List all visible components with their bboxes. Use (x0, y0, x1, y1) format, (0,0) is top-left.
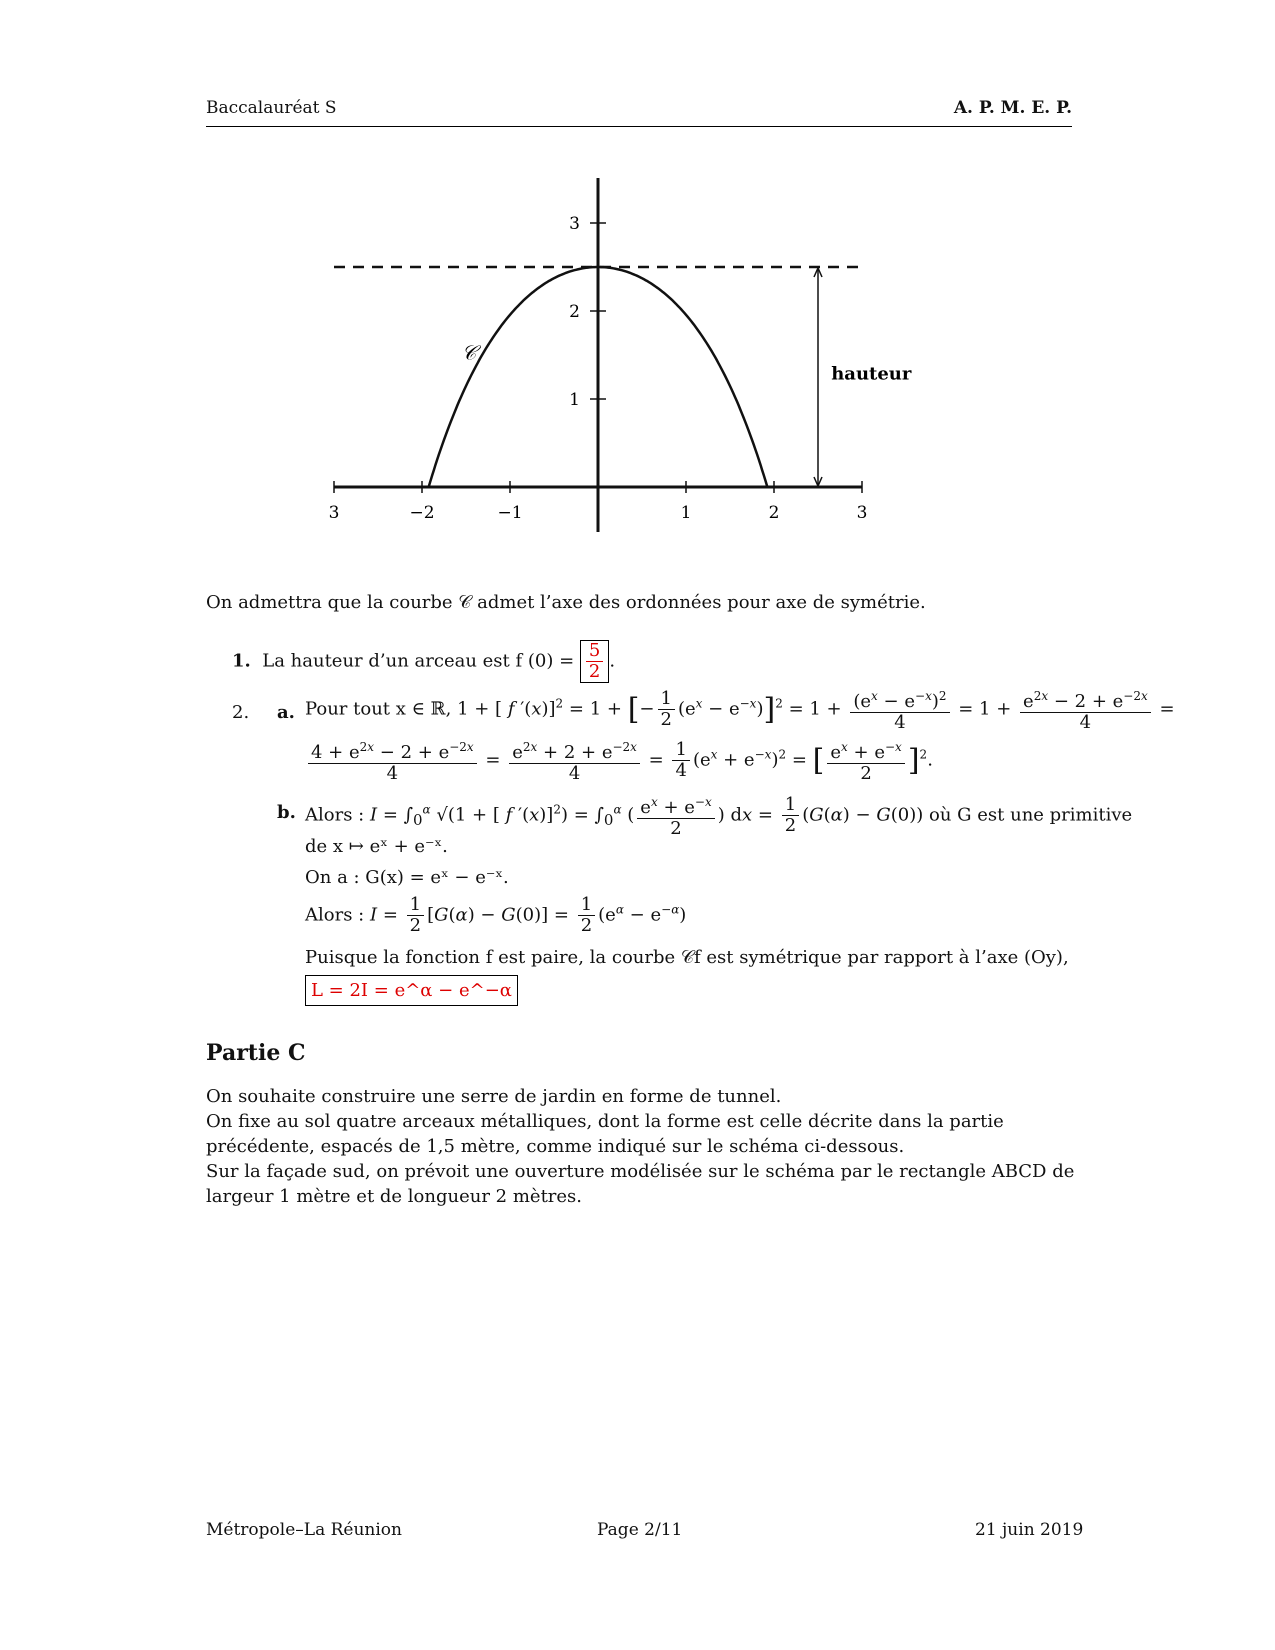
q2b-end: où G est une primitive (929, 804, 1133, 826)
partie-c-paragraph (206, 1084, 1076, 1209)
header-left: Baccalauréat S (206, 98, 337, 118)
intro-text: On admettra que la courbe 𝒞 admet l’axe des ordonnées pour axe de symétrie. (206, 592, 926, 613)
partie-c-line1: On souhaite construire une serre de jardin en forme de tunnel. (206, 1086, 782, 1107)
q2b-puisque: Puisque la fonction f est paire, la courbe 𝒞f est symétrique par rapport à l’axe (Oy), (305, 947, 1069, 968)
q2a-line2: $\frac{4 + e^{2x} - 2 + e^{-2x}}{4}$ = $\frac{e^{2x} + 2 + e^{-2x}}{4}$ = $\frac{1}{4}$ $(e^x + e^{-x})^2$ = [ $\frac{e^x + e^{-x}}{2}$ ]$^2$. (305, 737, 933, 784)
q2a-line1: Pour tout x ∈ ℝ, 1 + [ f ′(x)]$^2$ = 1 + [− $\frac{1}{2}$ $(e^x - e^{-x})]^2 = 1$ + $\frac{(e^x - e^{-x})^2}{4}$ = 1 + $\frac{e^{2x} - 2 + e^{-2x}}{4}$ = (305, 688, 1175, 733)
x-tick-label: 3 (856, 503, 868, 523)
height-label: hauteur (831, 363, 912, 385)
q1-answer-box (580, 640, 609, 683)
x-tick-label: −1 (497, 503, 523, 523)
footer-left: Métropole–La Réunion (206, 1520, 402, 1540)
q2b-line4: Alors : I = $\frac{1}{2}$ [G(α) − G(0)] = $\frac{1}{2}$ $(e^\alpha - e^{-\alpha})$ (305, 894, 687, 936)
q2a-label: a. (277, 702, 295, 723)
q2b-line1: Alors : $I = \int_0^\alpha$ √(1 + [ f $'(x)]^2) = \int_0^\alpha$ ( $\frac{e^x + e^{-x}}{2}$ ) dx = $\frac{1}{2}$ (G(α) − G(0)) où G est une primitive (305, 794, 1133, 839)
y-tick-label: 1 (569, 390, 580, 410)
partie-c-line2: On fixe au sol quatre arceaux métalliques, dont la forme est celle décrite dans la partie précédente, espacés de 1,5 mètre, comme indiqué sur le schéma ci-dessous. (206, 1111, 1004, 1157)
q2b-alors: Alors : (305, 804, 365, 826)
q2a-intro: Pour tout x ∈ ℝ, (305, 698, 452, 720)
curve-figure (0, 0, 1275, 560)
q1-answer-num: 5 (586, 641, 603, 662)
q1-answer-fraction (586, 641, 603, 682)
footer-center: Page 2/11 (597, 1520, 683, 1540)
q2b-result-box: L = 2I = e^α − e^−α (305, 975, 518, 1006)
curve-label: 𝒞 (461, 340, 477, 365)
question-1: 1. La hauteur d’un arceau est f (0) = $\frac{5}{2}$ . (232, 640, 616, 682)
q2b-label: b. (277, 802, 296, 823)
footer-right: 21 juin 2019 (975, 1520, 1084, 1540)
partie-c-heading: Partie C (206, 1040, 306, 1066)
y-tick-label: 3 (569, 214, 580, 234)
q2b-alors2: Alors : (305, 904, 365, 926)
q2b-de: de x ↦ eˣ + e⁻ˣ. (305, 836, 448, 857)
x-tick-label: 2 (768, 503, 780, 523)
q2b-ona: On a : G(x) = eˣ − e⁻ˣ. (305, 867, 509, 888)
y-tick-label: 2 (569, 302, 580, 322)
partie-c-line3: Sur la façade sud, on prévoit une ouverture modélisée sur le schéma par le rectangle ABCD de largeur 1 mètre et de longueur 2 mètres. (206, 1161, 1075, 1207)
x-tick-label: 1 (680, 503, 692, 523)
q1-text: La hauteur d’un arceau est f (0) = (262, 650, 575, 672)
q1-answer-den: 2 (588, 661, 601, 682)
x-tick-label: −2 (409, 503, 435, 523)
header-right: A. P. M. E. P. (953, 98, 1072, 118)
q1-number: 1. (232, 650, 251, 672)
x-tick-label: 3 (328, 503, 340, 523)
question-2-number: 2. (232, 702, 250, 723)
